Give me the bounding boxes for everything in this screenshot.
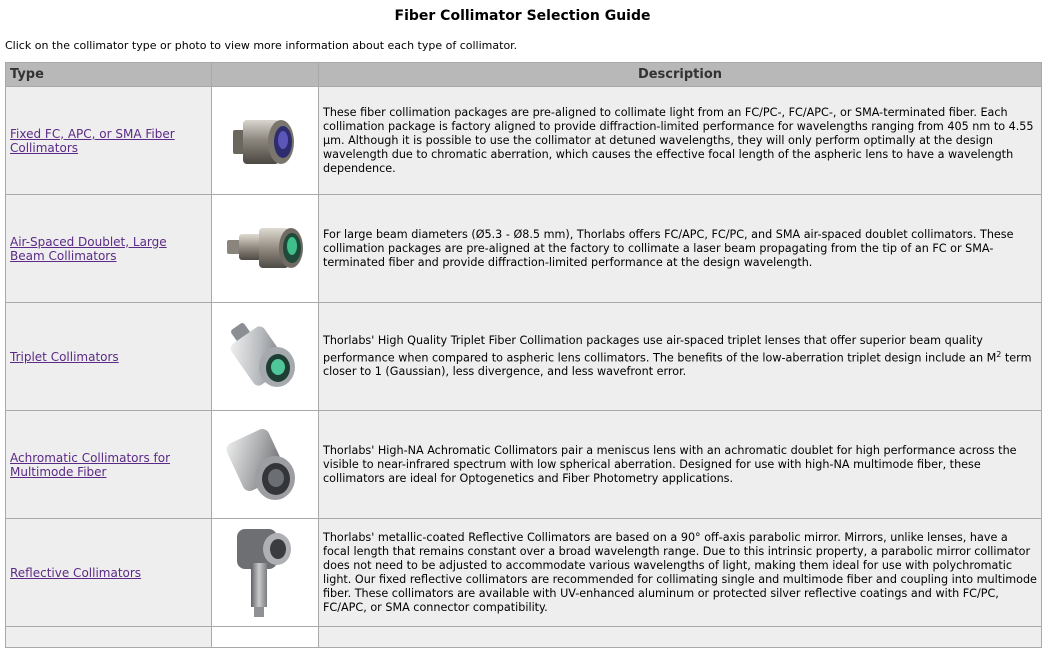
- table-row: [6, 87, 1042, 195]
- triplet-collimator-photo[interactable]: [225, 317, 305, 397]
- table-row: [6, 519, 1042, 627]
- doublet-collimator-photo[interactable]: [221, 214, 309, 284]
- header-photo: [212, 63, 319, 87]
- fixed-fiber-collimator-photo[interactable]: [229, 102, 301, 180]
- photo-cell: [212, 411, 319, 519]
- achromatic-collimators-link[interactable]: Achromatic Collimators for Multimode Fiber: [10, 450, 171, 479]
- reflective-collimator-photo[interactable]: [227, 523, 303, 623]
- description-cell: Thorlabs' High-NA Achromatic Collimators pair a meniscus lens with an achromatic doublet for high performance across the visible to near-infrared spectrum with low spherical aberration. Designed for use with high-NA multimode fiber, these collimators are ideal for Optogenetics and Fiber Photometry applications.: [319, 411, 1042, 519]
- page-title: Fiber Collimator Selection Guide: [394, 8, 651, 24]
- header-description: Description: [319, 63, 1042, 87]
- type-cell-empty: [6, 627, 212, 648]
- achromatic-collimator-photo[interactable]: [225, 424, 305, 506]
- photo-cell: [212, 195, 319, 303]
- photo-cell: [212, 87, 319, 195]
- table-row-partial: [6, 627, 1042, 648]
- selection-guide-table: [5, 62, 1042, 648]
- type-cell: [6, 303, 212, 411]
- type-cell: [6, 87, 212, 195]
- table-row: [6, 195, 1042, 303]
- photo-cell: [212, 303, 319, 411]
- intro-text: Click on the collimator type or photo to view more information about each type of collimator.: [5, 39, 518, 52]
- description-cell: Thorlabs' High Quality Triplet Fiber Collimation packages use air-spaced triplet lenses that offer superior beam quality performance when compared to aspheric lens collimators. The benefits of the low-aberration triplet design include an $M^2$ term closer to 1 (Gaussian), less divergence, and less wavefront error.: [319, 303, 1042, 411]
- table-header-row: [6, 63, 1042, 87]
- description-cell-empty: [319, 627, 1042, 648]
- superscript-2: 2: [996, 349, 1002, 359]
- photo-cell: [212, 519, 319, 627]
- type-cell: [6, 519, 212, 627]
- table-row: [6, 411, 1042, 519]
- description-cell: For large beam diameters (Ø5.3 - Ø8.5 mm), Thorlabs offers FC/APC, FC/PC, and SMA air-spaced doublet collimators. These collimation packages are pre-aligned at the factory to collimate a laser beam propagating from the tip of an FC or SMA-terminated fiber and provide diffraction-limited performance at the design wavelength.: [319, 195, 1042, 303]
- triplet-collimators-link[interactable]: Triplet Collimators: [10, 349, 119, 364]
- reflective-collimators-link[interactable]: Reflective Collimators: [10, 565, 142, 580]
- table-row: [6, 303, 1042, 411]
- fixed-fiber-collimators-link[interactable]: Fixed FC, APC, or SMA Fiber Collimators: [10, 126, 175, 155]
- description-cell: Thorlabs' metallic-coated Reflective Collimators are based on a 90° off-axis parabolic mirror. Mirrors, unlike lenses, have a focal length that remains constant over a broad wavelength range. Due to this intrinsic property, a parabolic mirror collimator does not need to be adjusted to accommodate various wavelengths of light, making them ideal for use with polychromatic light. Our fixed reflective collimators are recommended for collimating single and multimode fiber and coupling into multimode fiber. These collimators are available with UV-enhanced aluminum or protected silver reflective coatings and with FC/PC, FC/APC, or SMA connector compatibility.: [319, 519, 1042, 627]
- header-type: Type: [6, 63, 212, 87]
- photo-cell-empty: [212, 627, 319, 648]
- type-cell: [6, 195, 212, 303]
- type-cell: [6, 411, 212, 519]
- doublet-collimators-link[interactable]: Air-Spaced Doublet, Large Beam Collimators: [10, 234, 167, 263]
- description-cell: These fiber collimation packages are pre-aligned to collimate light from an FC/PC-, FC/APC-, or SMA-terminated fiber. Each collimation package is factory aligned to provide diffraction-limited performance for wavelengths ranging from 405 nm to 4.55 µm. Although it is possible to use the collimator at detuned wavelengths, they will only perform optimally at the design wavelength due to chromatic aberration, which causes the effective focal length of the aspheric lens to have a wavelength dependence.: [319, 87, 1042, 195]
